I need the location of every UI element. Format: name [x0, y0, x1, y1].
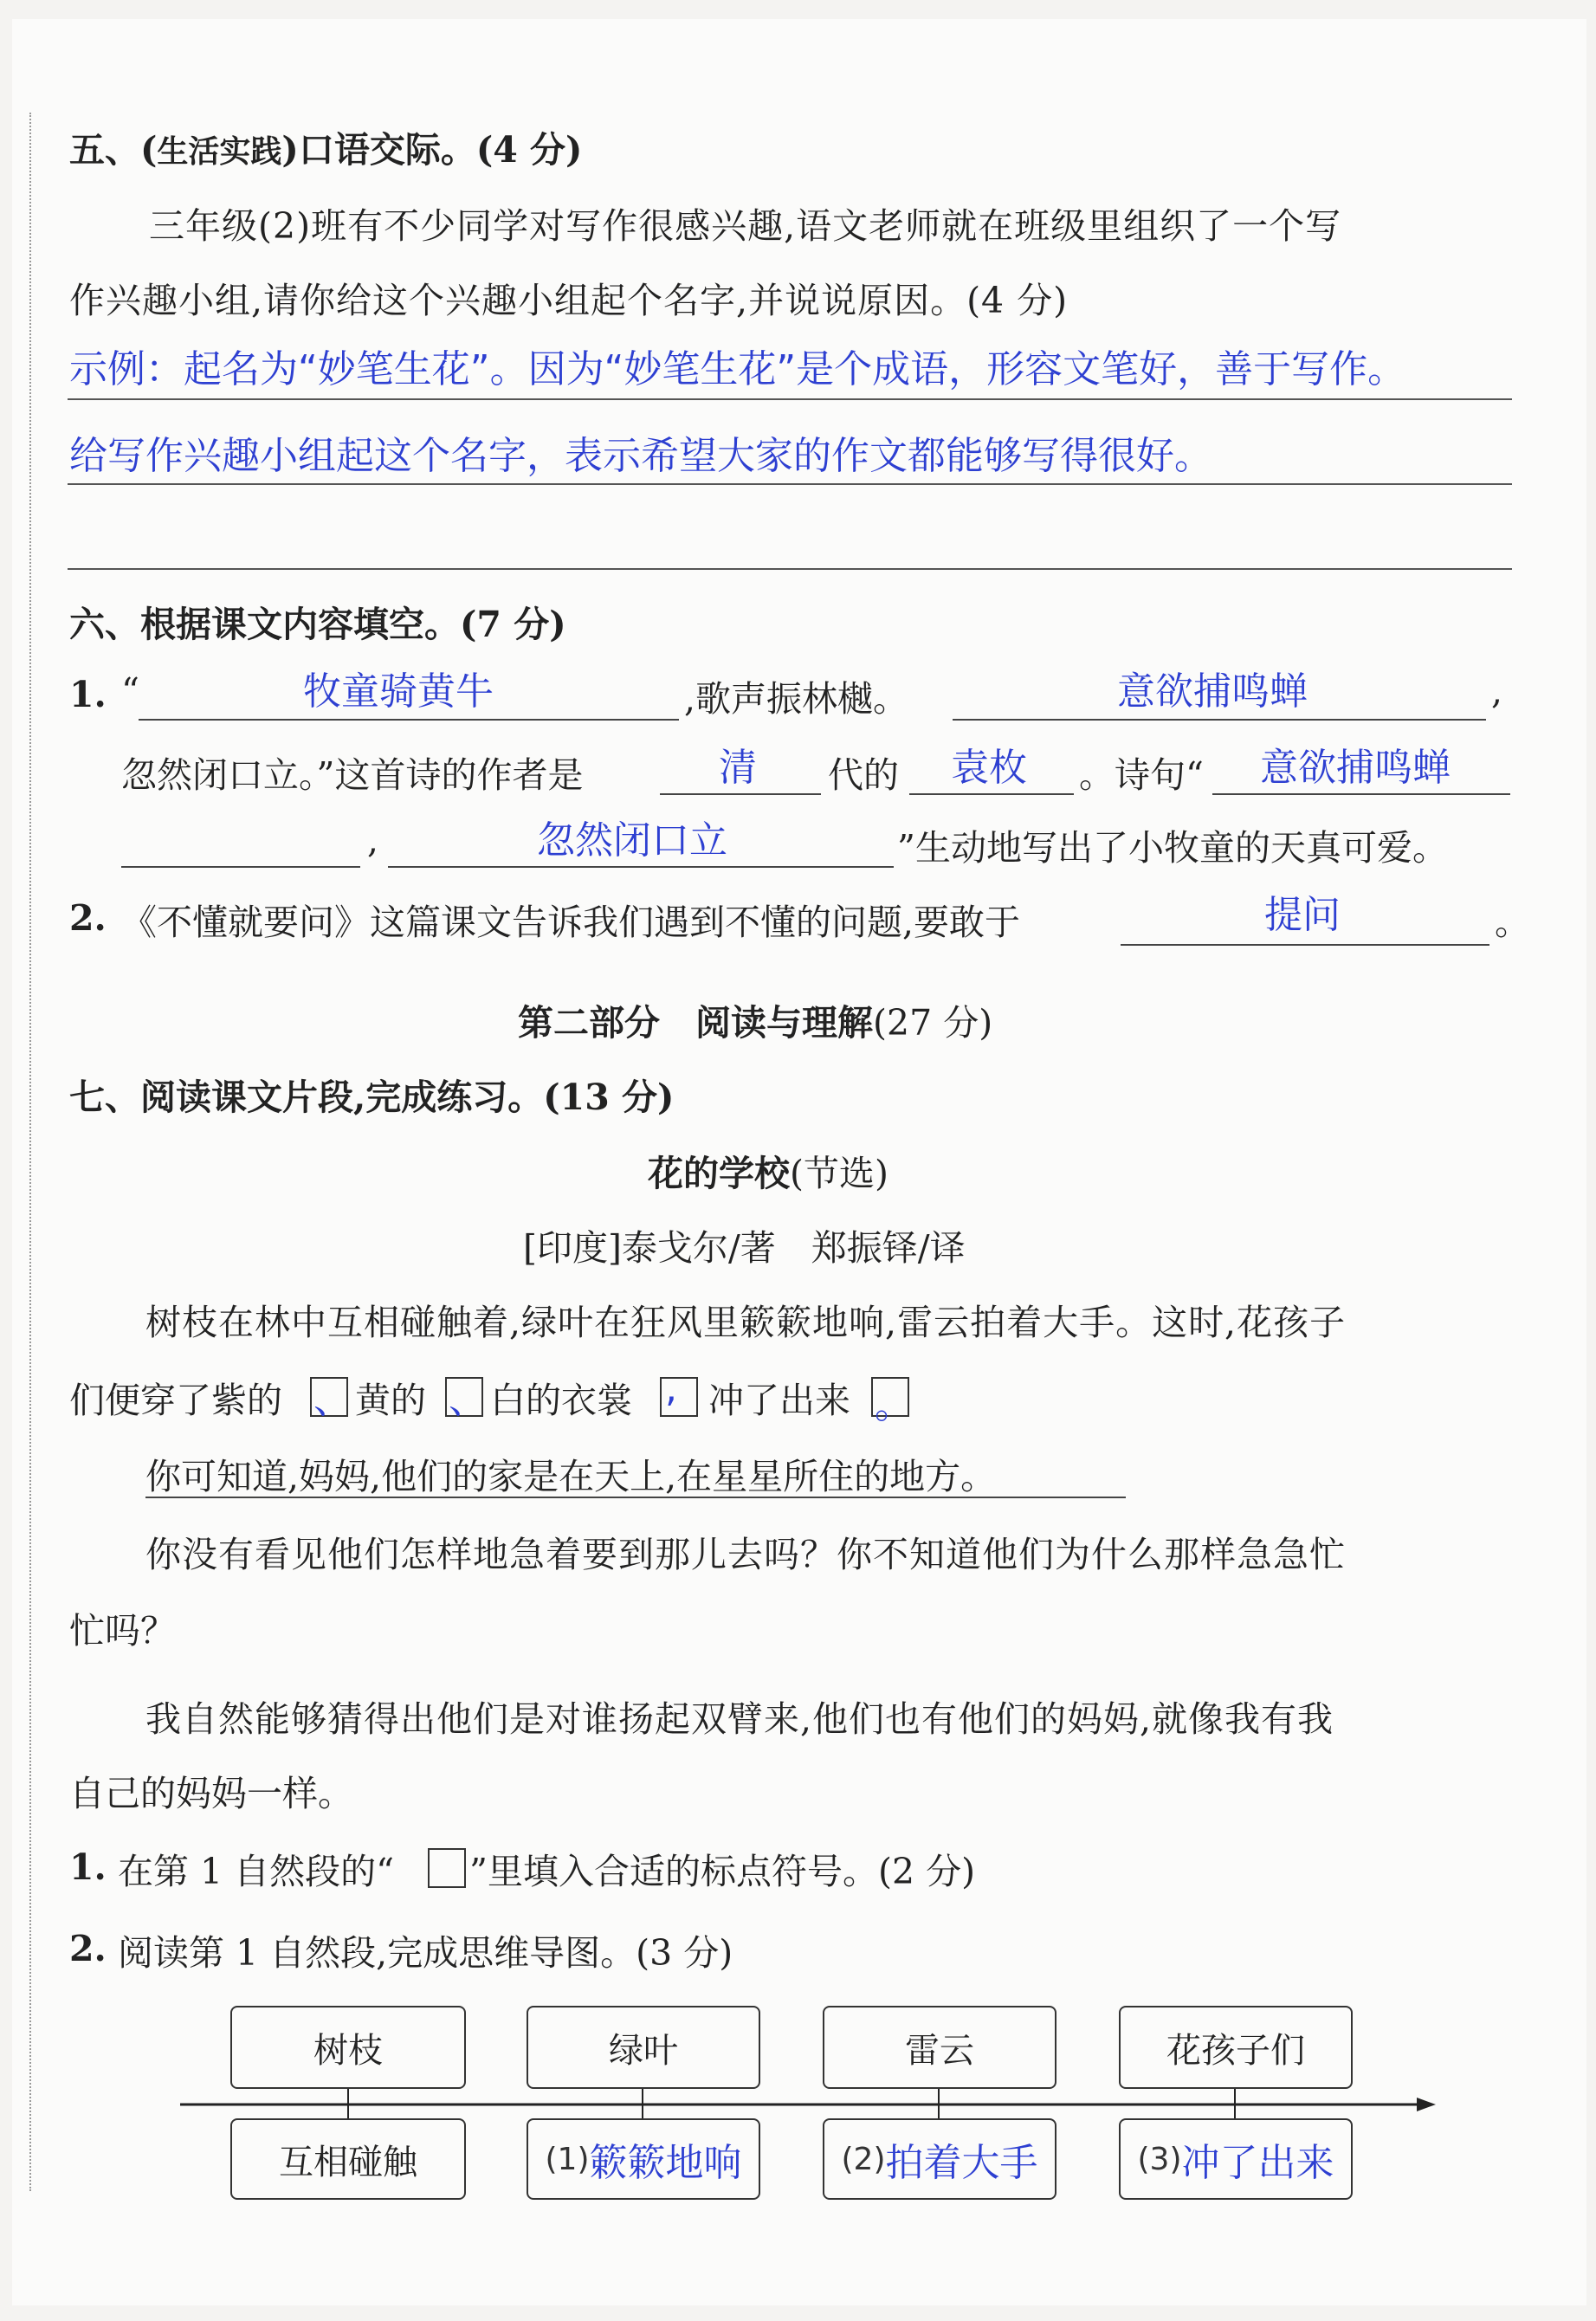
- s6-q1-answer6: 忽然闭口立: [537, 818, 727, 863]
- s7-q1-text-b: ”里填入合适的标点符号。(2 分): [469, 1851, 976, 1892]
- mindmap-bottom-4[interactable]: (3) 冲了出来: [1119, 2118, 1353, 2200]
- p4-line1: 我自然能够猜得出他们是对谁扬起双臂来,他们也有他们的妈妈,就像我有我: [145, 1698, 1334, 1740]
- s6-q1-line2-text-b: 代的: [828, 754, 899, 796]
- s6-q1-answer2: 意欲捕鸣蝉: [1117, 669, 1308, 714]
- s6-q1-text-mid: ,歌声振林樾。: [684, 678, 909, 720]
- p2-text: 你可知道,妈妈,他们的家是在天上,在星星所住的地方。: [145, 1456, 997, 1497]
- mindmap-top-2: 绿叶: [527, 2006, 760, 2089]
- p1-line1: 树枝在林中互相碰触着,绿叶在狂风里簌簌地响,雷云拍着大手。这时,花孩子: [145, 1302, 1347, 1343]
- p1-line2c: 白的衣裳: [490, 1380, 632, 1421]
- section5-title: 五、(生活实践)口语交际。(4 分): [69, 129, 583, 171]
- s6-q1-answer3: 清: [719, 746, 757, 790]
- s6-q1-comma2: ,: [367, 819, 379, 861]
- timeline-arrowhead: [1417, 2098, 1436, 2111]
- mindmap-top-4: 花孩子们: [1119, 2006, 1353, 2089]
- mindmap-top-3: 雷云: [823, 2006, 1056, 2089]
- section5-paragraph-line2: 作兴趣小组,请你给这个兴趣小组起个名字,并说说原因。(4 分): [69, 280, 1069, 321]
- article-title: 花的学校(节选): [648, 1153, 888, 1194]
- s7-q2-number: 2.: [69, 1928, 107, 1969]
- part2-heading: 第二部分 阅读与理解(27 分): [518, 1002, 993, 1044]
- p1-line2d: 冲了出来: [708, 1380, 850, 1421]
- s6-q1-answer1: 牧童骑黄牛: [303, 669, 494, 714]
- s6-q1-line2-text-a: 忽然闭口立。”这首诗的作者是: [121, 754, 584, 796]
- section5-paragraph-line1: 三年级(2)班有不少同学对写作很感兴趣,语文老师就在班级里组织了一个写: [149, 205, 1342, 247]
- punct-answer-3: ,: [665, 1367, 677, 1411]
- s6-q1-number: 1.: [69, 674, 107, 715]
- punct-answer-1: 、: [313, 1378, 352, 1422]
- s6-q1-line3-text: ”生动地写出了小牧童的天真可爱。: [897, 827, 1448, 869]
- p1-line2a: 们便穿了紫的: [69, 1380, 282, 1421]
- section7-title: 七、阅读课文片段,完成练习。(13 分): [69, 1076, 675, 1118]
- mindmap-bottom-2[interactable]: (1) 簌簌地响: [527, 2118, 760, 2200]
- mindmap-top-1: 树枝: [230, 2006, 466, 2089]
- p3-line1: 你没有看见他们怎样地急着要到那儿去吗？你不知道他们为什么那样急急忙: [145, 1534, 1346, 1575]
- s7-q1-text-a: 在第 1 自然段的“: [118, 1851, 395, 1892]
- s6-q1-comma: ,: [1491, 670, 1503, 712]
- p4-line2: 自己的妈妈一样。: [69, 1773, 353, 1814]
- s6-q2-text: 《不懂就要问》这篇课文告诉我们遇到不懂的问题,要敢于: [121, 902, 1021, 943]
- s6-q2-number: 2.: [69, 897, 107, 939]
- s7-q2-text: 阅读第 1 自然段,完成思维导图。(3 分): [118, 1932, 733, 1974]
- p3-line2: 忙吗？: [69, 1610, 176, 1652]
- mindmap-bottom-1: 互相碰触: [230, 2118, 466, 2200]
- s6-q1-open-quote: “: [121, 670, 139, 712]
- s7-q1-number: 1.: [69, 1846, 107, 1888]
- section5-answer-line2: 给写作兴趣小组起这个名字，表示希望大家的作文都能够写得很好。: [69, 434, 1212, 478]
- section5-answer-line1: 示例：起名为“妙笔生花”。因为“妙笔生花”是个成语，形容文笔好，善于写作。: [69, 347, 1406, 391]
- section6-title: 六、根据课文内容填空。(7 分): [69, 604, 566, 645]
- punct-answer-2: 、: [449, 1378, 487, 1422]
- punct-answer-4: 。: [875, 1383, 913, 1427]
- s6-q2-answer: 提问: [1264, 893, 1341, 937]
- p1-line2b: 黄的: [355, 1380, 426, 1421]
- mindmap-bottom-3[interactable]: (2) 拍着大手: [823, 2118, 1056, 2200]
- article-author: [印度]泰戈尔/著 郑振铎/译: [523, 1227, 966, 1269]
- s6-q1-line2-text-c: 。诗句“: [1079, 754, 1204, 796]
- s6-q2-end: 。: [1495, 902, 1530, 943]
- s6-q1-answer4: 袁枚: [951, 746, 1027, 790]
- s6-q1-answer5: 意欲捕鸣蝉: [1260, 746, 1451, 790]
